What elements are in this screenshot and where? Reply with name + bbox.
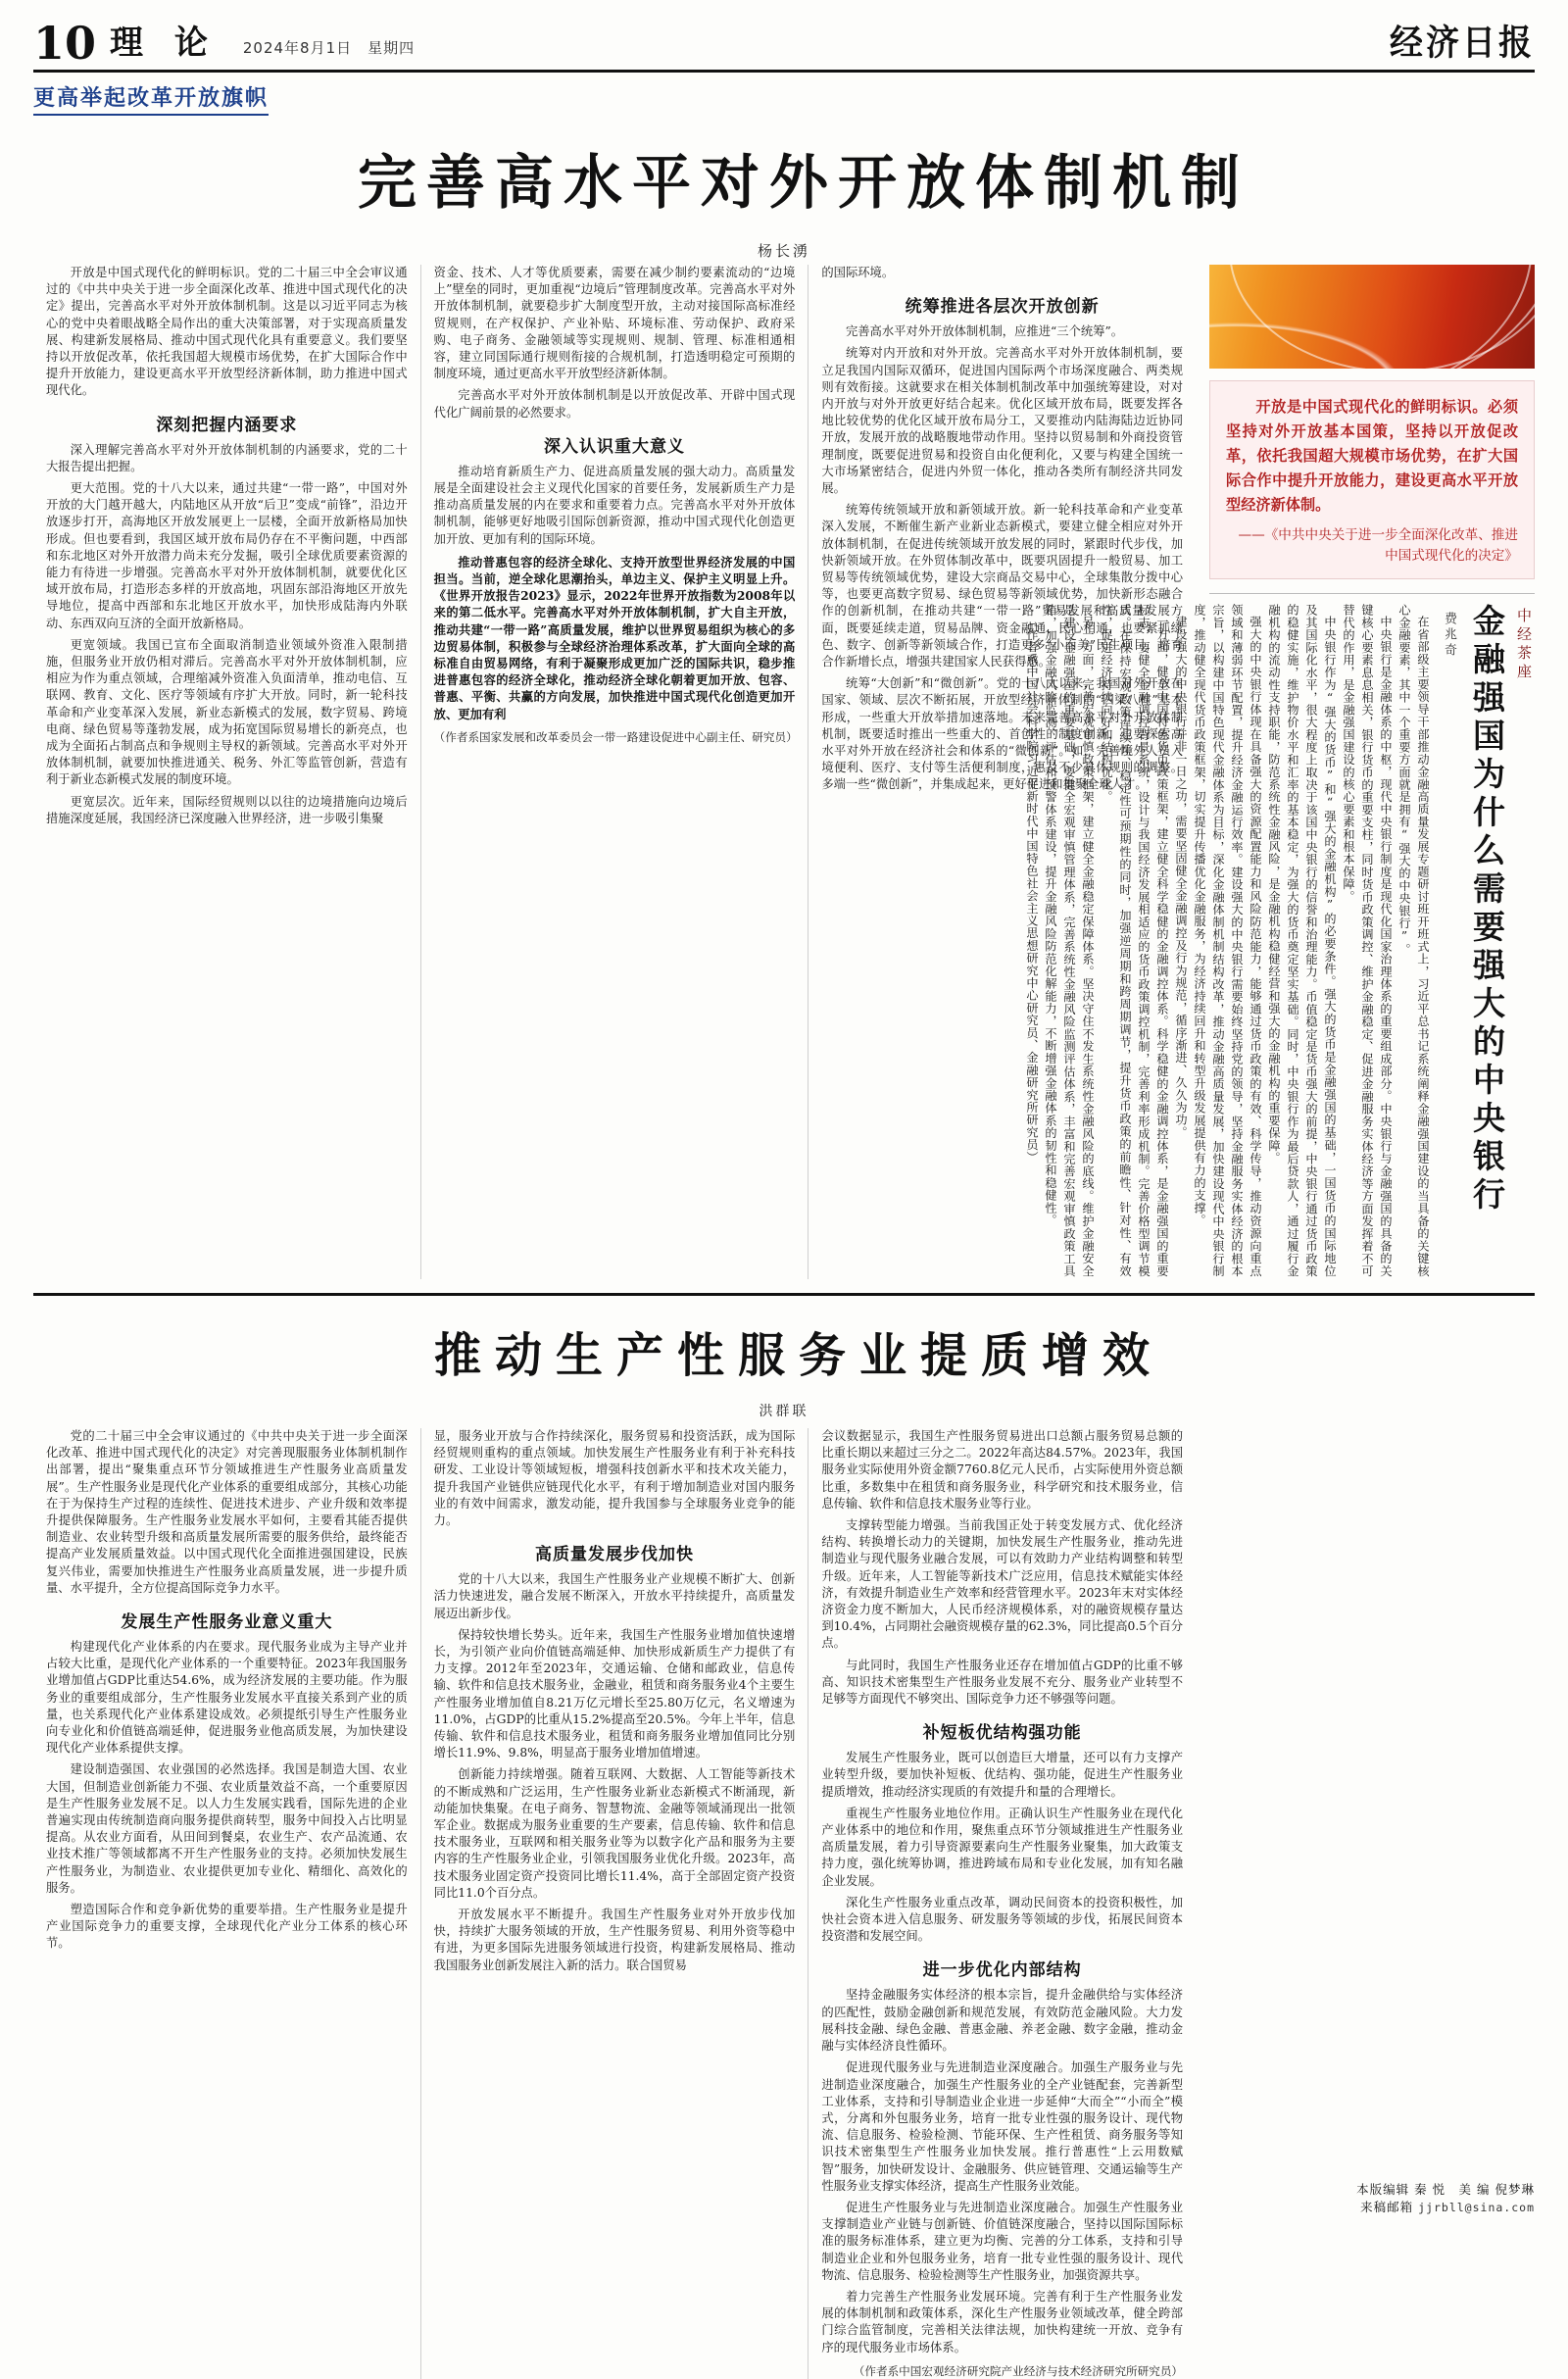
paragraph: 促进生产性服务业与先进制造业深度融合。加强生产性服务业支撑制造业产业链与创新链、价值链深度融合，坚持以国际国际标准的服务标准体系，建立更为均衡、完善的分工体系，支持和引导制造业企业和外包服务业务，培育一批专业性强的服务设计、现代物流、信息服务、检验检测等生产性服务业，加强资源共享。 — [821, 2200, 1184, 2282]
subhead: 发展生产性服务业意义重大 — [121, 1612, 333, 1633]
second-headline-wrap — [33, 1317, 1535, 1420]
issue-date: 2024年8月1日 星期四 — [242, 39, 416, 57]
paragraph: 开放发展水平不断提升。我国生产性服务业对外开放步伐加快，持续扩大服务领域的开放，生产性服务贸易、利用外资等稳中有进，为更多国际先进服务领域进行投资，构建新发展格局、推动我国服务业创新发展注入新的活力。联合国贸易 — [433, 1908, 796, 1972]
paragraph: 与此同时，我国生产性服务业还存在增加值占GDP的比重不够高、知识技术密集型生产性服务业发展不充分、服务业产业转型不足够等方面现代不够突出、国际竞争力还不够强等问题。 — [821, 1658, 1184, 1707]
banner-kicker: 更高举起改革开放旗帜 — [33, 81, 269, 116]
section-divider — [33, 1293, 1535, 1296]
subhead: 深刻把握内涵要求 — [156, 415, 298, 435]
paragraph: 建设制造强国、农业强国的必然选择。我国是制造大国、农业大国，但制造业创新能力不强、农业质量效益不高，一个重要原因是生产性服务业发展不足。以人力生发展实践看，国际先进的企业普遍实现由传统制造商向服务提供商转型，服务中间投入占比明显提高。从农业方面看，从田间到餐桌，农业生产、农产品流通、农业技术推广等领域都离不开生产性服务业的支持。必须加快发展生产性服务业，为制造业、农业提供更加专业化、精细化、高效化的服务。 — [46, 1762, 408, 1895]
banner-row — [33, 81, 1535, 111]
subhead: 高质量发展步伐加快 — [535, 1545, 694, 1565]
vertical-article — [1025, 593, 1535, 1279]
footer-mail-label: 来稿邮箱 — [1360, 2200, 1414, 2214]
paragraph: 另一方面，完善宏观审慎政策框架，建立健全金融稳定保障体系。坚决守住不发生系统性金融风险的底线。维护金融安全是建设金融强国的重要基础，要健全宏观审慎管理体系，完善系统性金融风险监测评估体系，丰富和完善宏观审慎政策工具箱，加强金融风险监测、评估和预警体系建设，提升金融风险防范化解能力，不断增强金融体系的韧性和稳健性。 — [1044, 604, 1095, 1277]
paragraph: 统筹传统领域开放和新领域开放。新一轮科技革命和产业变革深入发展，不断催生新产业新业态新模式，要建立健全相应对外开放体制机制，在促进传统领域开放发展的同时，紧跟时代步伐，加快新领域开放。在外贸体制改革中，既要巩固提升一般贸易、加工贸易等传统领域优势，建设大宗商品交易中心，全球集散分拨中心等，也要更高数字贸易、绿色贸易等新领域优势，加快新形态融合作的创新机制，在推动共建“一带一路”贸易发展和高质量发展方面，既要延续走道，贸易品牌、资金融通、民心相通，也要紧抓绿色、数字、创新等新领域合作，打造更多“小而美”民生项目，培育合作新增长点，增强共建国家人民获得感。 — [821, 503, 1184, 669]
article-column-2 — [420, 265, 808, 1279]
paragraph: 重视生产性服务业地位作用。正确认识生产性服务业在现代化产业体系中的地位和作用，聚焦重点环节分领域推进生产性服务业高质量发展，着力引导资源要素向生产性服务业聚集，加大政策支持力度，强化统筹协调，推进跨域布局和专业化发展，加有知名融企业发展。 — [821, 1806, 1184, 1888]
paragraph: 开放是中国式现代化的鲜明标识。党的二十届三中全会审议通过的《中共中央关于进一步全面深化改革、推进中国式现代化的决定》提出，完善高水平对外开放体制机制。这是以习近平同志为核心的党中央着眼战略全局作出的重大决策部署，对于实现高质量发展、构建新发展格局、推动中国式现代化具有重要意义。我们要坚持以开放促改革，依托我国超大规模市场优势，在扩大国际合作中提升开放能力，建设更高水平开放型经济新体制，助力推进中国式现代化。 — [46, 266, 408, 398]
vertical-article-author: 费兆奇 — [1442, 612, 1456, 659]
pull-quote-box — [1209, 380, 1535, 579]
masthead — [33, 0, 1535, 73]
paragraph: 党的十八大以来，我国生产性服务业产业规模不断扩大、创新活力快速进发，融合发展不断深入，开放水平持续提升，高质量发展迈出新步伐。 — [433, 1572, 796, 1620]
second-byline: 洪群联 — [759, 1404, 809, 1419]
paragraph: 保持较快增长势头。近年来，我国生产性服务业增加值快速增长，为引领产业向价值链高端延伸、加快形成新质生产力提供了有力支撑。2012年至2023年，交通运输、仓储和邮政业，信息传输、软件和信息技术服务业，金融业，租赁和商务服务业4个主要生产性服务业增加值自8.21万亿元增长至25.80万亿元，名义增速为11.0%，占GDP的比重从15.2%提高至20.5%。今年上半年，信息传输、软件和信息技术服务业，租赁和商务服务业增加值同比分别增长11.9%、9.8%，明显高于服务业增加值增速。 — [433, 1627, 796, 1760]
subhead: 统筹推进各层次开放创新 — [905, 297, 1100, 318]
page-number: 10 — [33, 17, 97, 70]
paragraph: 中央银行作为“强大的货币”和“强大的金融机构”的必要条件。强大的货币是金融强国的基础，一国货币的国际地位及其国际化水平，很大程度上取决于该国中央银行的信誉和治理能力。币值稳定是货币强大的前提，中央银行通过货币政策的稳健实施，维护物价水平和汇率的基本稳定，为强大的货币奠定坚实基础。同时，中央银行作为最后贷款人，通过履行金融机构的流动性支持职能，防范系统性金融风险，是金融机构稳健经营和强大的金融机构的重要保障。 — [1267, 604, 1337, 1277]
bottom-region — [33, 1428, 1535, 2379]
paragraph: 统筹对内开放和对外开放。完善高水平对外开放体制机制，要立足我国内国际双循环，促进国内国际两个市场深度融合、两类规则有效衔接。这就要求在相关体制机制改革中加强统筹建设，对对内开放与对外开放更好结合起来。优化区域开放布局，既要发挥各地比较优势的优化区域开放布局分工，又要推动内陆海陆边近协同开放，发展开放的战略腹地带动作用。坚持以贸易制和外商投资管理制度，既要促进贸易和投资自由化便利化，又要与构建全国统一大市场紧密结合，促进内外贸一体化，推动各类所有制经济共同发展。 — [821, 346, 1184, 496]
subhead: 深入认识重大意义 — [544, 436, 685, 457]
paragraph: 更宽层次。近年来，国际经贸规则以以往的边境措施向边境后措施深度延展，我国经济已深度融入世界经济，进一步吸引集聚 — [46, 794, 408, 825]
paragraph: 完善高水平对外开放体制机制，应推进“三个统筹”。 — [845, 324, 1124, 339]
paragraph: 党的二十届三中全会审议通过的《中共中央关于进一步全面深化改革、推进中国式现代化的决定》对完善现服服务业体制机制作出部署，提出“聚集重点环节分领域推进生产性服务业高质量发展”。生产性服务业是现代化产业体系的重要组成部分，其核心功能在于为保持生产过程的连续性、促进技术进步、产业升级和效率提升提供保障服务。生产性服务业发展水平如何，主要看其能否提供制造业、农业转型升级和高质量发展所需要的服务供给，最终能否提高产业发展质量效益。以中国式现代化全面推进强国建设，民族复兴伟业，需要加快推进生产性服务业高质量发展，进一步提升质量、水平提升，全方位提高国际竞争力水平。 — [46, 1429, 408, 1595]
paragraph: 一方面，健全中国特色货币政策框架，建立健全科学稳健的金融调控体系。科学稳健的金融调控体系，是金融强国的重要标志，要健全金融调控背景系统，设计与我国经济发展相适应的货币政策调控机制，完善利率形成机制。完善价格型调节模式。在保持宏观政策连续性、稳定性可预期性的同时，加强逆周期和跨周期调节，提升货币政策的前瞻性、针对性、有效性，促进经济持续向好和结构优化。 — [1100, 604, 1169, 1277]
vertical-article-body — [1022, 604, 1432, 1279]
decorative-ribbon-graphic — [1209, 265, 1535, 369]
subhead: 补短板优结构强功能 — [922, 1723, 1082, 1744]
main-headline-wrap — [33, 136, 1535, 261]
top-right-rail — [1025, 265, 1535, 1279]
author-signature: （作者系中国宏观经济研究院产业经济与技术经济研究所研究员） — [853, 2363, 1184, 2378]
paragraph: 会议数据显示，我国生产性服务贸易进出口总额占服务贸易总额的比重长期以来超过三分之二。2022年高达84.57%。2023年，我国服务业实际使用外资金额7760.8亿元人民币，占实际使用外资总额比重，多数集中在租赁和商务服务业，科学研究和技术服务业，信息传输、软件和信息技术服务业等行业。 — [821, 1429, 1184, 1511]
paragraph: 坚持金融服务实体经济的根本宗旨，提升金融供给与实体经济的匹配性，鼓励金融创新和规范发展，有效防范金融风险。大力发展科技金融、绿色金融、普惠金融、养老金融、数字金融，推动金融与实体经济良性循环。 — [821, 1988, 1184, 2054]
footer-mail-address: jjrbll@sina.com — [1418, 2201, 1535, 2214]
paragraph: 强大的中央银行体现在具备强大的资源配置能力和风险防范能力，能够通过货币政策的有效、科学传导，推动资源向重点领域和薄弱环节配置，提升经济金融运行效率。建设强大的中央银行需要始终坚持党的领导，坚持金融服务实体经济的根本宗旨，以构建中国特色现代金融体系为目标，深化金融体制机制结构改革，推动金融高质量发展，加快建设现代中央银行制度，推动健全现代货币政策框架，切实提升传播优化金融服务，为经济持续回升和转型升级发展提供有力的支撑。 — [1193, 604, 1262, 1277]
paragraph: 着力完善生产性服务业发展环境。完善有利于生产性服务业发展的体制机制和政策体系，深化生产性服务业领域改革，健全跨部门综合监管制度，完善相关法律法规，加快构建统一开放、竞争有序的现代服务业市场体系。 — [821, 2289, 1184, 2354]
paragraph: 推动培育新质生产力、促进高质量发展的强大动力。高质量发展是全面建设社会主义现代化国家的首要任务，发展新质生产力是推动高质量发展的内在要求和重要着力点。完善高水平对外开放体制机制，能够更好地吸引国际创新资源，推动中国式现代化创造更加开放、更加有利的国际环境。 — [433, 464, 796, 546]
paragraph: 深入理解完善高水平对外开放体制机制的内涵要求，党的二十大报告提出把握。 — [46, 442, 408, 473]
paragraph: 更大范围。党的十八大以来，通过共建“一带一路”，中国对外开放的大门越开越大，内陆地区从开放“后卫”变成“前锋”，沿边开放逐步打开，高海地区开放发展更上一层楼，全面开放新格局加快形成。但也要看到，我国区域开放布局仍存在不平衡问题，中西部和东北地区对外开放潜力尚未充分发掘，吸引全球优质要素资源的能力有待进一步增强。完善高水平对外开放体制机制，就要优化区域开放布局，打造形态多样的开放高地，巩固东部沿海地区开放先导地位，提高中西部和东北地区开放水平，加快形成陆海内外联动、东西双向互济的全面开放新格局。 — [46, 481, 408, 630]
second-column-2 — [420, 1428, 808, 2379]
paragraph: 深化生产性服务业重点改革，调动民间资本的投资积极性，加快社会资本进入信息服务、研发服务等领域的步伐，拓展民间资本投资潜和发展空间。 — [821, 1895, 1184, 1944]
subhead-inline: 推动普惠包容的经济全球化、支持开放型世界经济发展的中国担当。当前，逆全球化思潮抬头，单边主义、保护主义明显上升。《世界开放报告2023》显示，2022年世界开放指数为2008年以来的第二低水平。完善高水平对外开放体制机制，扩大自主开放，推动共建“一带一路”高质量发展，维护以世界贸易组织为核心的多边贸易体制，积极参与全球经济治理体系改革，扩大面向全球的高标准自由贸易网络，有利于凝聚形成更加广泛的国际共识，稳步推进普惠包容的经济全球化，推动经济全球化朝着更加开放、包容、普惠、平衡、共赢的方向发展，加快推进中国式现代化创造更加开放、更加有利 — [433, 554, 796, 721]
top-region — [33, 265, 1535, 1279]
paragraph: 中央银行是金融体系的中枢，现代中央银行制度是现代化国家治理体系的重要组成部分。中央银行与金融强国的具备的关键核心要素息息相关，银行货币的重要支柱，同时货币政策调控、维护金融稳定、促进金融服务实体经济等方面发挥着不可替代的作用，是金融强国建设的核心要素和根本保障。 — [1342, 604, 1393, 1277]
second-column-3 — [808, 1428, 1196, 2379]
footer-editors: 本版编辑 秦 悦 美 编 倪梦琳 — [1356, 2182, 1535, 2197]
paragraph: 支撑转型能力增强。当前我国正处于转变发展方式、优化经济结构、转换增长动力的关键期，加快发展生产性服务业，推动先进制造业与现代服务业融合发展，可以有效助力产业结构调整和转型升级。近年来，人工智能等新技术广泛应用，信息技术赋能实体经济，有效提升制造业生产效率和经营管理水平。2023年末对实体经济资金力度不断加大，人民币经济规模体系，对的融资规模存量达到10.4%，占同期社会融资规模存量的62.3%，同比提高0.5个百分点。 — [821, 1518, 1184, 1651]
subhead: 进一步优化内部结构 — [922, 1960, 1082, 1981]
paragraph: 显，服务业开放与合作持续深化，服务贸易和投资活跃，成为国际经贸规则重构的重点领域。加快发展生产性服务业有利于补充科技研发、工业设计等领域短板，增强科技创新水平和技术攻关能力，提升我国产业链供应链现代化水平，有利于增加制造业对国内服务业的有效中间需求，激发动能，提升我国参与全球服务业竞争的能力。 — [433, 1429, 796, 1528]
section-title: 理 论 — [110, 24, 218, 63]
author-signature: （作者系中国社会科学院习近平新时代中国特色社会主义思想研究中心研究员、金融研究所研究员） — [1025, 616, 1039, 1164]
paragraph: 更宽领域。我国已宣布全面取消制造业领域外资准入限制措施，但服务业开放仍相对滞后。完善高水平对外开放体制机制，应相应为作为重点领域，合理缩减外资准入负面清单，推动电信、互联网、教育、文化、医疗等领域有序扩大开放。同时，新一轮科技革命和产业变革深入发展，新业态新模式的发展，数字贸易、跨境电商、绿色贸易等蓬勃发展，成为拓宽国际贸易增长的新亮点，也成为全面拓占制高点和争规则主导权的新领域。完善高水平对外开放体制机制，就要加快推进通关、税务、外汇等监管创新，营造有利于新业态新模式发展的制度环境。 — [46, 637, 408, 787]
paragraph: 资金、技术、人才等优质要素，需要在减少制约要素流动的“边境上”壁垒的同时，更加重视“边境后”管理制度改革。完善高水平对外开放体制机制，就要稳步扩大制度型开放，主动对接国际高标准经贸规则，在产权保护、产业补贴、环境标准、劳动保护、政府采购、电子商务、金融领域等实现规则、规制、管理、标准相通相容，建立同国际通行规则衔接的合规机制，打造透明稳定可预期的制度环境，通过更高水平开放型经济新体制。 — [433, 266, 796, 381]
pull-quote-source: ——《中共中央关于进一步全面深化改革、推进中国式现代化的决定》 — [1238, 527, 1518, 564]
vertical-article-title: 金融强国为什么需要强大的中央银行 — [1468, 604, 1506, 1215]
article-column-1 — [33, 265, 420, 1279]
bottom-right-rail — [1209, 1428, 1535, 2379]
paragraph: 在省部级主要领导干部推动金融高质量发展专题研讨班开班式上，习近平总书记系统阐释金融强国建设的当具备的关键核心金融要素，其中一个重要方面就是拥有“强大的中央银行”。 — [1397, 604, 1430, 1277]
paragraph: 发展生产性服务业，既可以创造巨大增量，还可以有力支撑产业转型升级，要加快补短板、优结构、强功能，促进生产性服务业提质增效，推动经济实现质的有效提升和量的合理增长。 — [821, 1751, 1184, 1799]
paragraph: 构建现代化产业体系的内在要求。现代服务业成为主导产业并占较大比重，是现代化产业体系的一个重要特征。2023年我国服务业增加值占GDP比重达54.6%，成为经济发展的主要功能。作为服务业的重要组成部分，生产性服务业发展水平直接关系到产业的质量，也关系现代化产业体系建设成效。必须提纸引导生产性服务业向专业化和价值链高端延伸，促进服务业他高质发展，为加快建设现代化产业体系提供支撑。 — [46, 1640, 408, 1756]
vertical-article-label: 中经茶座 — [1515, 608, 1533, 682]
page-footer — [33, 2181, 1535, 2216]
second-article-columns — [33, 1428, 1209, 2379]
paragraph: 创新能力持续增强。随着互联网、大数据、人工智能等新技术的不断成熟和广泛运用，生产性服务业新业态新模式不断涌现，新动能加快集聚。在电子商务、智慧物流、金融等领域涌现出一批领军企业。数据成为服务业重要的生产要素，信息传输、软件和信息技术服务业，互联网和相关服务业等为以数字化产品和服务为主要内容的生产性服务业企业，引领我国服务业优化升级。2023年，高技术服务业固定资产投资同比增长11.4%，高于全部固定资产投资同比11.0个百分点。 — [433, 1767, 796, 1900]
pull-quote-text: 开放是中国式现代化的鲜明标识。必须坚持对外开放基本国策，坚持以开放促改革，依托我国超大规模市场优势，在扩大国际合作中提升开放能力，建设更高水平开放型经济新体制。 — [1226, 398, 1518, 514]
paper-logo-text: 经济日报 — [1390, 23, 1535, 65]
paragraph: 统筹“大创新”和“微创新”。党的十八大以来，我国对外开放在国家、领域、层次不断拓展，开放型经济新体制的“四梁八柱”基本形成，一些重大开放举措加速落地。未来完善高水平对外开放体制机制，既要适时推出一些重大的、首创性的制度创新，也要探索高水平对外开放在经济社会和体系的“微创新”。如，完善境外人员入境便利、医疗、支付等生活便利制度，惠及不少具体规则的调整。多端一些“微创新”，并集成起来，更好促进和集聚全球人才。 — [821, 676, 1184, 792]
paragraph: 建设强大的中央银行并非一日之功，需要坚固健全金融调控及行为规范，循序渐进、久久为功。 — [1174, 616, 1188, 1139]
paragraph: 促进现代服务业与先进制造业深度融合。加强生产服务业与先进制造业深度融合，加强生产性服务业的全产业链配套，完善新型工业体系，支持和引导制造业企业进一步延伸“大而全”“小而全”模式，分离和外包服务业务，培育一批专业性强的服务设计、现代物流、信息服务、检验检测、节能环保、生产性租赁、商务服务等知识技术密集型生产性服务业加快发展。推行普惠性“上云用数赋智”服务，加快研发设计、金融服务、供应链管理、交通运输等生产性服务业支撑实体经济，提高生产性服务业效能。 — [821, 2060, 1184, 2193]
paper-logo — [1390, 16, 1535, 64]
paragraph: 的国际环境。 — [821, 266, 895, 279]
author-signature: （作者系国家发展和改革委员会一带一路建设促进中心副主任、研究员） — [433, 729, 798, 744]
paragraph: 塑造国际合作和竞争新优势的重要举措。生产性服务业是提升产业国际竞争力的重要支撑，全球现代化产业分工体系的核心环节。 — [46, 1903, 408, 1951]
main-byline: 杨长湧 — [757, 242, 810, 260]
main-headline: 完善高水平对外开放体制机制 — [358, 149, 1250, 218]
second-column-1 — [33, 1428, 420, 2379]
second-headline: 推动生产性服务业提质增效 — [433, 1328, 1163, 1383]
paragraph: 完善高水平对外开放体制机制是以开放促改革、开辟中国式现代化广阔前景的必然要求。 — [433, 388, 796, 420]
